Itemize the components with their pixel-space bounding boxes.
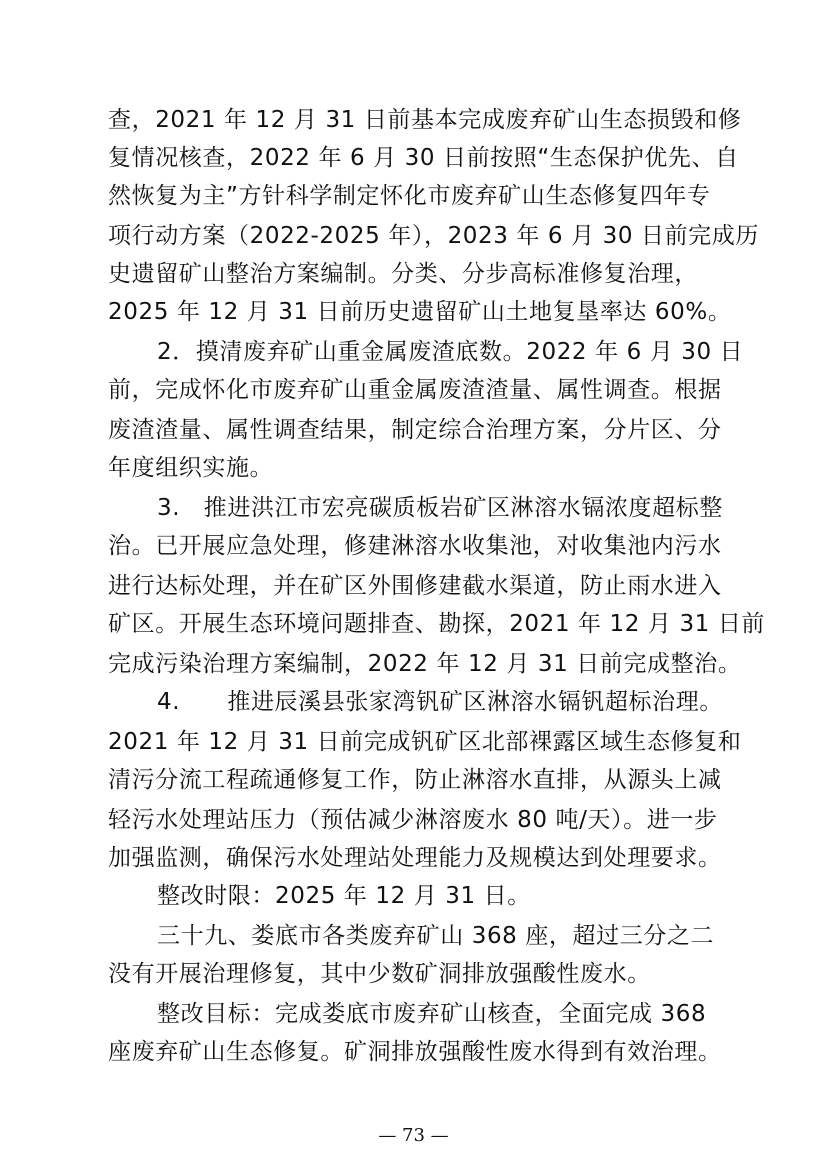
text-line: 治。已开展应急处理，修建淋溶水收集池，对收集池内污水	[108, 533, 722, 559]
text-line: 查，2021 年 12 月 31 日前基本完成废弃矿山生态损毁和修	[108, 107, 742, 133]
text-line: 4. 推进辰溪县张家湾钒矿区淋溶水镉钒超标治理。	[157, 689, 723, 715]
page-number: — 73 —	[378, 1125, 449, 1146]
text-line: 进行达标处理，并在矿区外围修建截水渠道，防止雨水进入	[108, 573, 722, 599]
text-line: 完成污染治理方案编制，2022 年 12 月 31 日前完成整治。	[108, 651, 742, 677]
text-line: 矿区。开展生态环境问题排查、勘探，2021 年 12 月 31 日前	[108, 611, 766, 637]
text-line: 3. 推进洪江市宏亮碳质板岩矿区淋溶水镉浓度超标整	[157, 495, 723, 521]
text-line: 座废弃矿山生态修复。矿洞排放强酸性废水得到有效治理。	[108, 1039, 722, 1065]
text-line: 整改时限：2025 年 12 月 31 日。	[157, 883, 531, 909]
text-line: 复情况核查，2022 年 6 月 30 日前按照“生态保护优先、自	[108, 145, 739, 171]
text-line: 年度组织实施。	[108, 455, 274, 481]
text-line: 三十九、娄底市各类废弃矿山 368 座，超过三分之二	[157, 923, 715, 949]
text-line: 整改目标：完成娄底市废弃矿山核查，全面完成 368	[157, 1001, 707, 1027]
text-line: 清污分流工程疏通修复工作，防止淋溶水直排，从源头上减	[108, 767, 722, 793]
text-line: 没有开展治理修复，其中少数矿洞排放强酸性废水。	[108, 961, 651, 987]
text-line: 2．摸清废弃矿山重金属废渣底数。2022 年 6 月 30 日	[157, 339, 744, 365]
text-line: 项行动方案（2022-2025 年），2023 年 6 月 30 日前完成历	[108, 223, 759, 249]
text-line: 前，完成怀化市废弃矿山重金属废渣渣量、属性调查。根据	[108, 377, 722, 403]
text-line: 2021 年 12 月 31 日前完成钒矿区北部裸露区域生态修复和	[108, 729, 742, 755]
text-line: 2025 年 12 月 31 日前历史遗留矿山土地复垦率达 60%。	[108, 299, 732, 325]
text-line: 史遗留矿山整治方案编制。分类、分步高标准修复治理，	[108, 261, 698, 287]
text-line: 然恢复为主”方针科学制定怀化市废弃矿山生态修复四年专	[108, 183, 711, 209]
text-line: 加强监测，确保污水处理站处理能力及规模达到处理要求。	[108, 845, 722, 871]
text-line: 轻污水处理站压力（预估减少淋溶废水 80 吨/天）。进一步	[108, 807, 718, 833]
text-line: 废渣渣量、属性调查结果，制定综合治理方案，分片区、分	[108, 417, 722, 443]
